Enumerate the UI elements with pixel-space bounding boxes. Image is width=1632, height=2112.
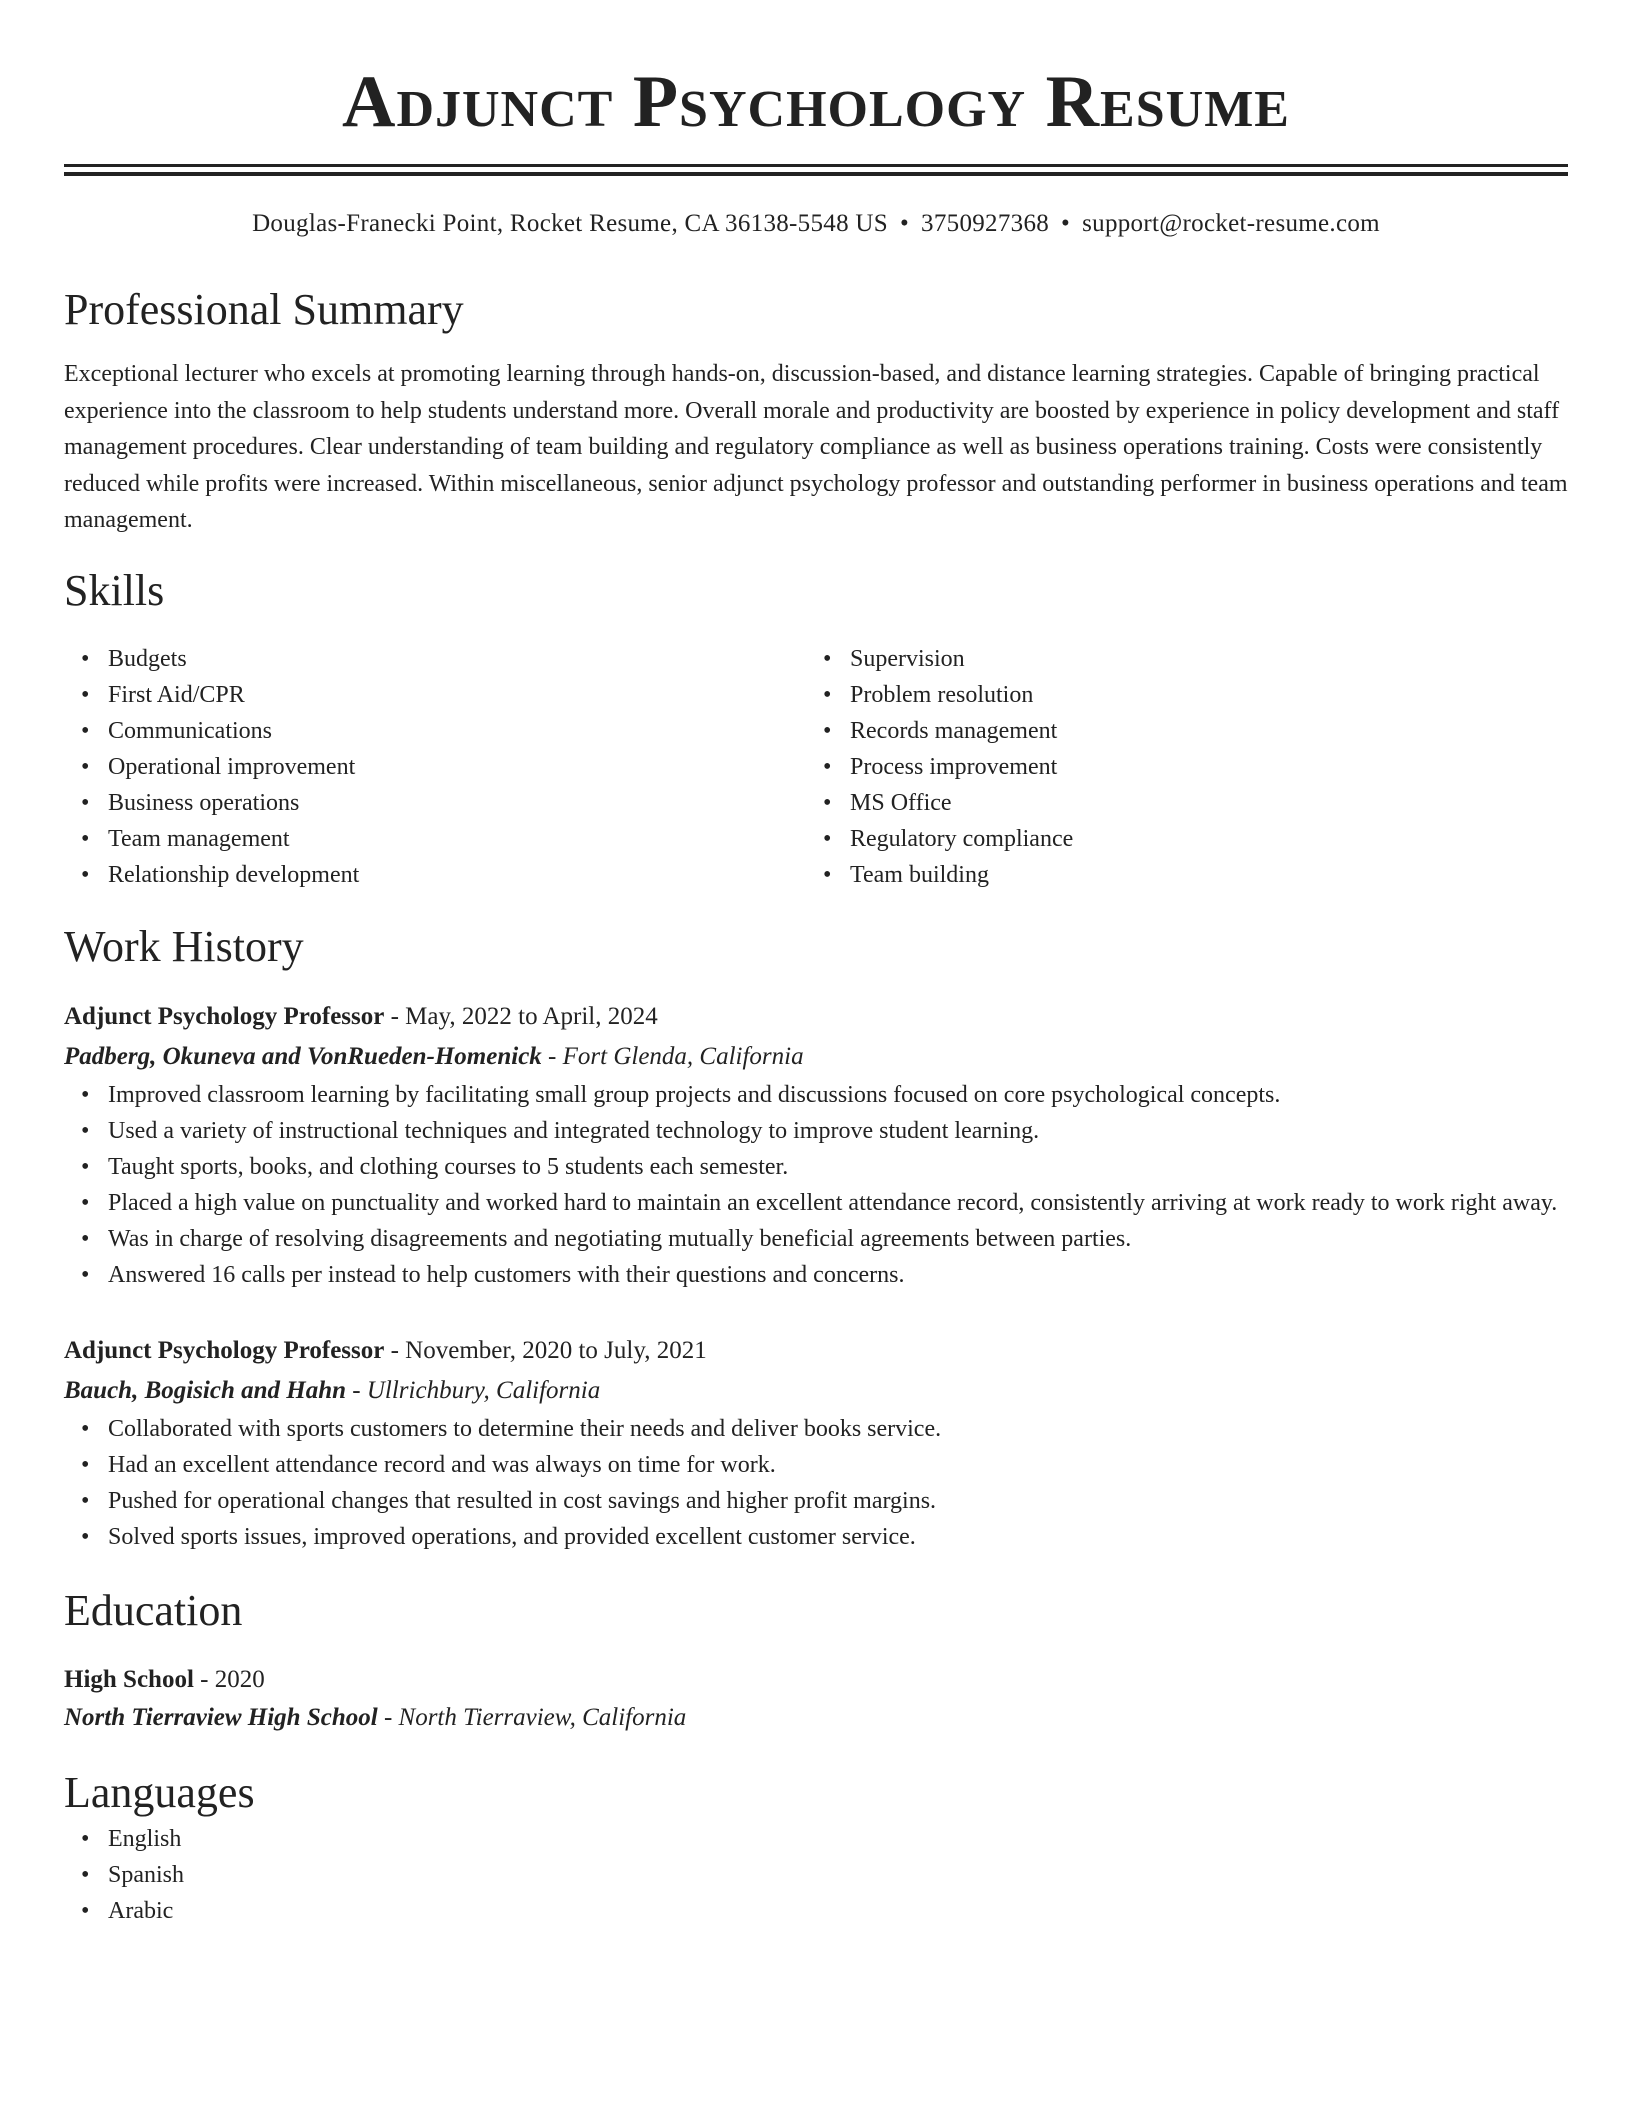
education-school: North Tierraview High School: [64, 1703, 378, 1731]
language-item: • Spanish: [81, 1861, 185, 1888]
job-dates: - November, 2020 to July, 2021: [384, 1336, 707, 1364]
job-duty: • Answered 16 calls per instead to help customers with their questions and concerns.: [81, 1261, 905, 1288]
job-duty: • Solved sports issues, improved operations, and provided excellent customer service.: [81, 1523, 916, 1550]
company-name: Padberg, Okuneva and VonRueden-Homenick: [64, 1042, 542, 1070]
resume-title: Adjunct Psychology Resume: [342, 61, 1290, 143]
company-line: [64, 1037, 1568, 1077]
skill-item: • Team building: [823, 861, 989, 888]
skill-item: • Communications: [81, 717, 272, 744]
company-name: Bauch, Bogisich and Hahn: [64, 1376, 347, 1404]
contact-phone: 3750927368: [921, 210, 1050, 237]
job-duty: • Pushed for operational changes that resulted in cost savings and higher profit margins.: [81, 1487, 937, 1514]
work-history-heading: Work History: [64, 921, 304, 971]
contact-separator: •: [1061, 210, 1071, 237]
skill-item: • Relationship development: [81, 861, 360, 888]
skill-item: • Process improvement: [823, 753, 1058, 780]
skill-item: • Budgets: [81, 645, 187, 672]
education-year: - 2020: [193, 1665, 265, 1693]
job-duty: • Improved classroom learning by facilitating small group projects and discussions focused on core psychological concepts.: [81, 1081, 1281, 1108]
education-degree: High School: [64, 1665, 194, 1693]
company-location: - Ullrichbury, California: [346, 1376, 601, 1404]
contact-line: [64, 206, 1568, 242]
company-location: - Fort Glenda, California: [541, 1042, 804, 1070]
job-duties: [64, 1077, 1568, 1293]
job-duty: • Collaborated with sports customers to determine their needs and deliver books service.: [81, 1415, 942, 1442]
skill-item: • MS Office: [823, 789, 952, 816]
education-degree-line: [64, 1661, 1568, 1699]
skill-item: • Records management: [823, 717, 1058, 744]
job-duty: • Had an excellent attendance record and was always on time for work.: [81, 1451, 776, 1478]
languages-list: [64, 1821, 1568, 1929]
job-title: Adjunct Psychology Professor: [64, 1336, 385, 1364]
language-item: • English: [81, 1825, 182, 1852]
skill-item: • Problem resolution: [823, 681, 1034, 708]
skill-item: • Business operations: [81, 789, 300, 816]
job-entry: [64, 997, 1568, 1293]
skills-columns: [64, 641, 1568, 893]
company-line: [64, 1371, 1568, 1411]
skill-item: • Team management: [81, 825, 290, 852]
education-school-line: [64, 1699, 1568, 1737]
job-duty: • Placed a high value on punctuality and worked hard to maintain an excellent attendance record, consistently arriving at work ready to work right away.: [81, 1189, 1558, 1216]
languages-heading: Languages: [64, 1767, 255, 1817]
job-duty: • Was in charge of resolving disagreements and negotiating mutually beneficial agreements between parties.: [81, 1225, 1132, 1252]
job-dates: - May, 2022 to April, 2024: [384, 1002, 658, 1030]
contact-address: Douglas-Franecki Point, Rocket Resume, CA 36138-5548 US: [252, 210, 888, 237]
skills-heading: Skills: [64, 565, 165, 615]
education-location: - North Tierraview, California: [377, 1703, 687, 1731]
job-title-line: [64, 1331, 1568, 1371]
job-title-line: [64, 997, 1568, 1037]
skills-column-left: [64, 641, 806, 893]
education-heading: Education: [64, 1585, 243, 1635]
title-divider-thin: [64, 172, 1568, 176]
job-title: Adjunct Psychology Professor: [64, 1002, 385, 1030]
job-duty: • Used a variety of instructional techniques and integrated technology to improve student learning.: [81, 1117, 1040, 1144]
contact-email: support@rocket-resume.com: [1082, 210, 1380, 237]
skill-item: • First Aid/CPR: [81, 681, 245, 708]
summary-heading: Professional Summary: [64, 285, 464, 334]
contact-separator: •: [899, 210, 910, 237]
skill-item: • Supervision: [823, 645, 965, 672]
job-duties: [64, 1411, 1568, 1555]
language-item: • Arabic: [81, 1897, 174, 1924]
skills-column-right: [806, 641, 1548, 893]
skill-item: • Operational improvement: [81, 753, 356, 780]
summary-text: Exceptional lecturer who excels at promoting learning through hands-on, discussion-based, and distance learning strategies. Capable of bringing practical experience into the classroom to help students understand more. Overall morale and productivity are boosted by experience in policy development and staff management procedures. Clear understanding of team building and regulatory compliance as well as business operations training. Costs were consistently reduced while profits were increased. Within miscellaneous, senior adjunct psychology professor and outstanding performer in business operations and team management.: [64, 361, 1568, 533]
resume-page: [64, 0, 1568, 1929]
skill-item: • Regulatory compliance: [823, 825, 1074, 852]
job-duty: • Taught sports, books, and clothing courses to 5 students each semester.: [81, 1153, 789, 1180]
job-entry: [64, 1331, 1568, 1555]
